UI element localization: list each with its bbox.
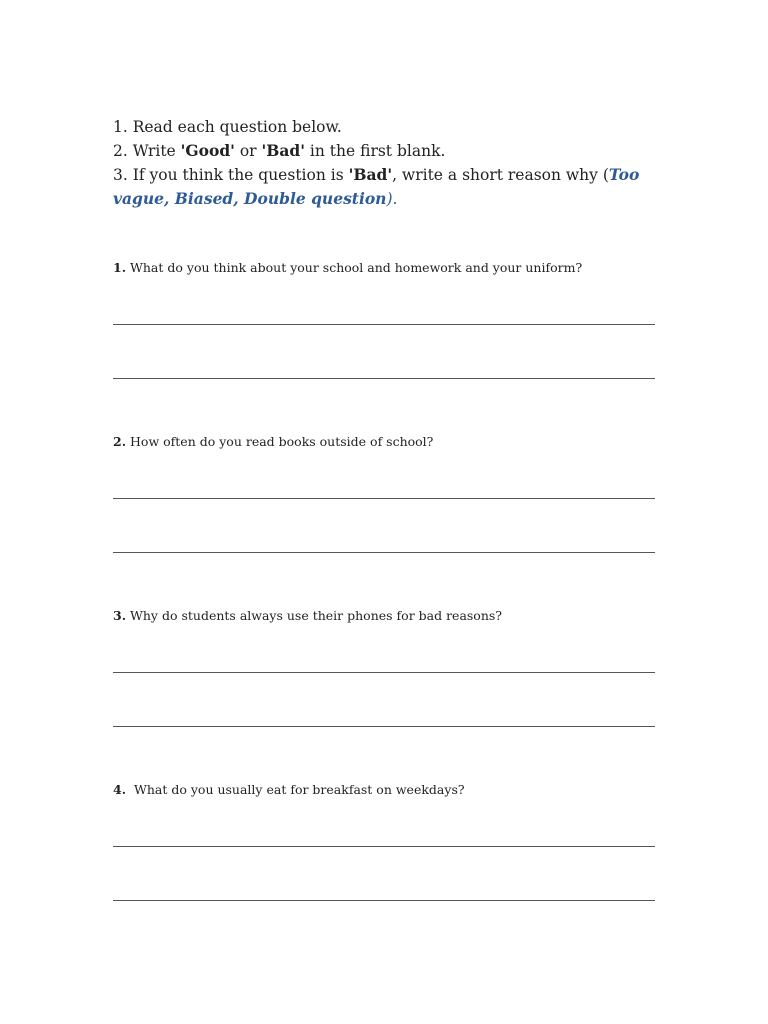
answer-blank-1a[interactable] xyxy=(113,324,655,325)
answer-blank-4a[interactable] xyxy=(113,846,655,847)
instruction-step-3: 3. If you think the question is 'Bad', write a short reason why (Too xyxy=(113,165,640,184)
instruction-step-1: 1. Read each question below. xyxy=(113,118,342,136)
answer-blank-3b[interactable] xyxy=(113,726,655,727)
bad-keyword-2: 'Bad' xyxy=(348,165,393,184)
answer-blank-4b[interactable] xyxy=(113,900,655,901)
question-number: 4. xyxy=(113,782,127,797)
question-text: Why do students always use their phones for bad reasons? xyxy=(126,608,503,623)
answer-blank-3a[interactable] xyxy=(113,672,655,673)
question-number: 3. xyxy=(113,608,127,623)
question-4 xyxy=(113,781,465,799)
question-text: What do you usually eat for breakfast on weekdays? xyxy=(126,782,465,797)
answer-blank-2b[interactable] xyxy=(113,552,655,553)
answer-blank-2a[interactable] xyxy=(113,498,655,499)
question-number: 1. xyxy=(113,260,127,275)
question-text: How often do you read books outside of school? xyxy=(126,434,434,449)
answer-blank-1b[interactable] xyxy=(113,378,655,379)
question-2 xyxy=(113,433,433,451)
question-3 xyxy=(113,607,502,625)
reason-options: vague, Biased, Double question xyxy=(113,189,387,208)
instruction-step-2: 2. Write 'Good' or 'Bad' in the first blank. xyxy=(113,141,446,160)
instructions xyxy=(113,115,640,211)
instruction-step-3-cont: vague, Biased, Double question). xyxy=(113,189,398,208)
question-1 xyxy=(113,259,582,277)
good-keyword: 'Good' xyxy=(180,141,235,160)
bad-keyword: 'Bad' xyxy=(261,141,305,160)
question-text: What do you think about your school and homework and your uniform? xyxy=(126,260,583,275)
question-number: 2. xyxy=(113,434,127,449)
reason-options-start: Too xyxy=(608,165,640,184)
